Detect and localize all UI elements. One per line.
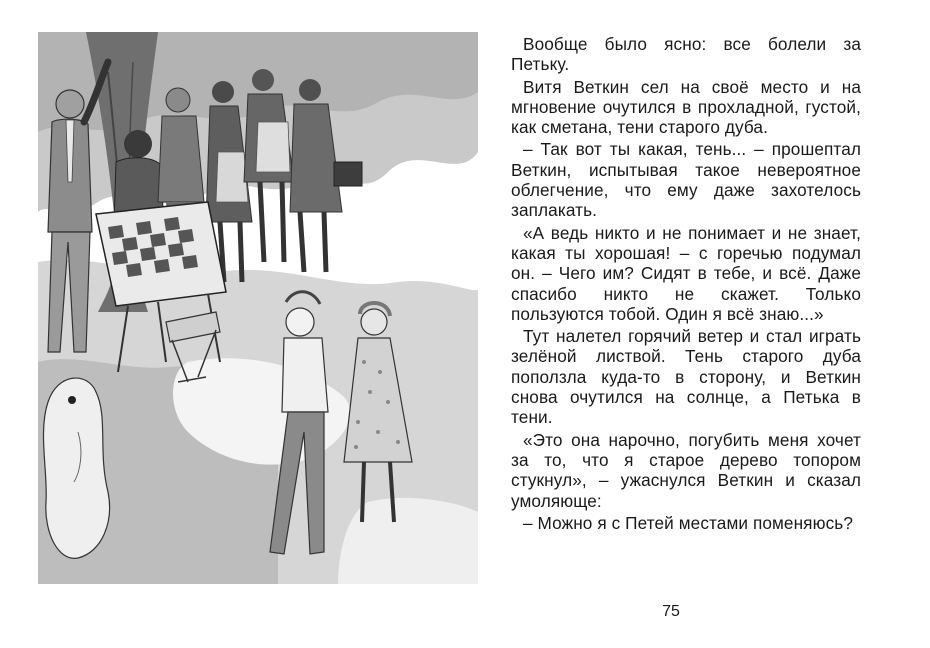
book-illustration <box>38 32 478 584</box>
paragraph: «А ведь никто и не понимает и не знает, какая ты хорошая! – с горечью подумал он. – Чего им? Сидят в тебе, и всё. Даже спасибо никто не скажет. Только пользуются тобой. Один я всё знаю...» <box>511 222 861 324</box>
body-text <box>511 34 861 533</box>
paragraph: Вообще было ясно: все болели за Петьку. <box>511 34 861 75</box>
paragraph: «Это она нарочно, погубить меня хочет за то, что я старое дерево топором стукнул», – ужаснулся Веткин и сказал умоляюще: <box>511 429 861 511</box>
paragraph: – Так вот ты какая, тень... – прошептал Веткин, испытывая такое невероятное облегчение, что ему даже захотелось заплакать. <box>511 139 861 221</box>
paragraph: Тут налетел горячий ветер и стал играть зелёной листвой. Тень старого дуба поползла куда-то в сторону, и Веткин снова очутился на солнце, а Петька в тени. <box>511 326 861 428</box>
paragraph: Витя Веткин сел на своё место и на мгновение очутился в прохладной, густой, как сметана, тени старого дуба. <box>511 76 861 138</box>
paragraph: – Можно я с Петей местами поменяюсь? <box>523 512 853 533</box>
dog-figure <box>43 378 109 558</box>
page-number: 75 <box>662 603 680 620</box>
